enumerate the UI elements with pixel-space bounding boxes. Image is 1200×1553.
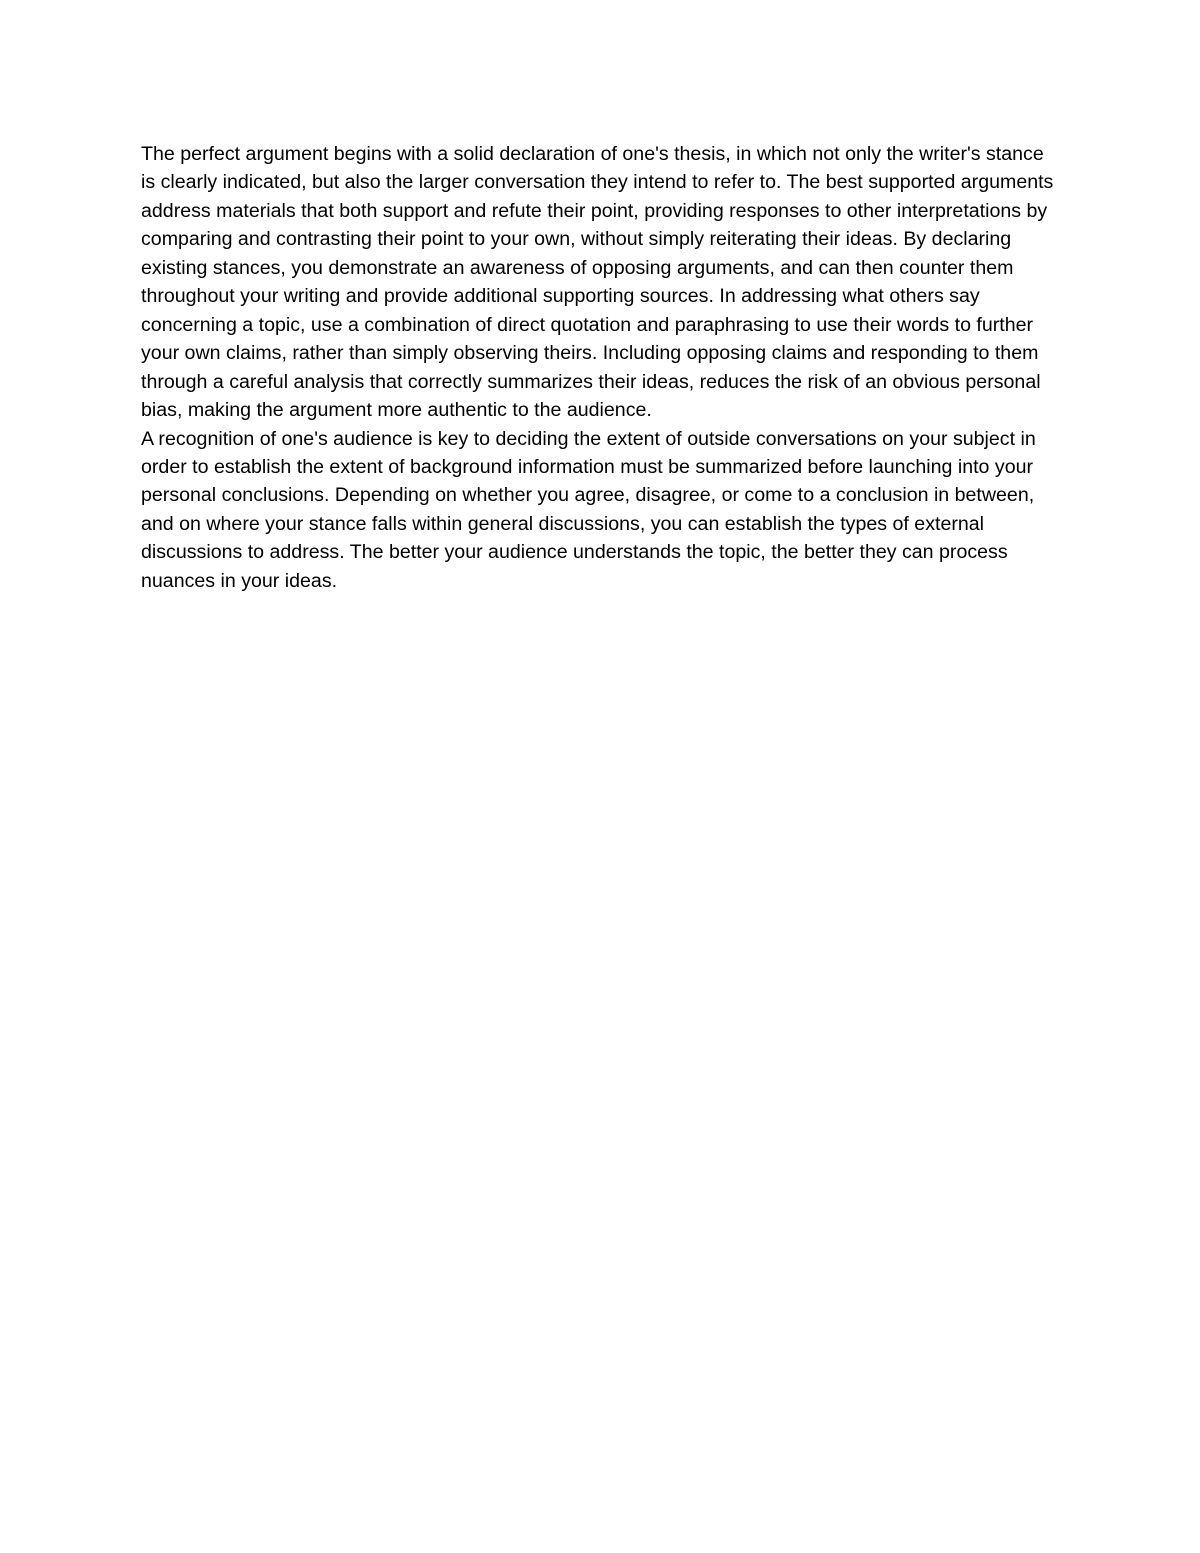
paragraph-2: A recognition of one's audience is key to deciding the extent of outside conversations on your subject in order to establish the extent of background information must be summarized before launching into your personal conclusions. Depending on whether you agree, disagree, or come to a conclusion in between, and on where your stance falls within general discussions, you can establish the types of external discussions to address. The better your audience understands the topic, the better they can process nuances in your ideas. — [141, 427, 1042, 592]
paragraph-1: The perfect argument begins with a solid declaration of one's thesis, in which not only the writer's stance is clearly indicated, but also the larger conversation they intend to refer to. The best supported arguments address materials that both support and refute their point, providing responses to other interpretations by comparing and contrasting their point to your own, without simply reiterating their ideas. By declaring existing stances, you demonstrate an awareness of opposing arguments, and can then counter them throughout your writing and provide additional supporting sources. In addressing what others say concerning a topic, use a combination of direct quotation and paraphrasing to use their words to further your own claims, rather than simply observing theirs. Including opposing claims and responding to them through a careful analysis that correctly summarizes their ideas, reduces the risk of an obvious personal bias, making the argument more authentic to the audience. — [141, 143, 1059, 422]
document-body — [141, 140, 1061, 595]
